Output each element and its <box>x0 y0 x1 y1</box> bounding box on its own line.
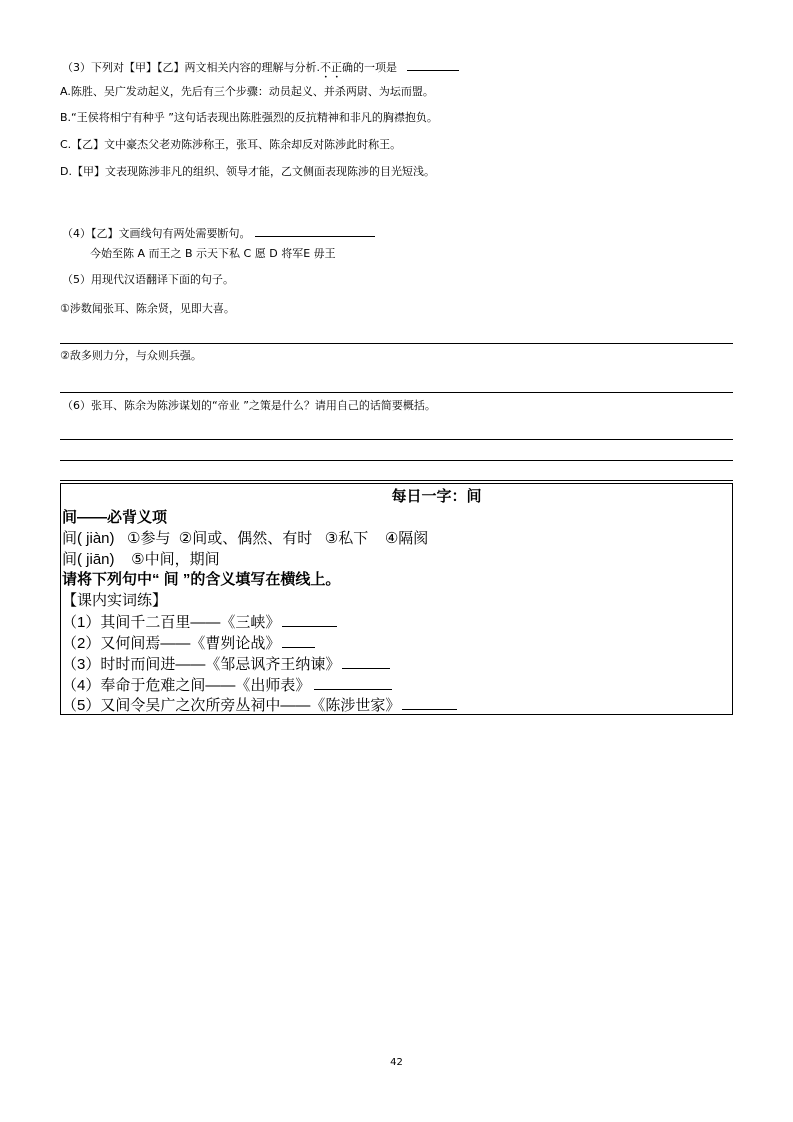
exercise-blank[interactable] <box>314 675 392 690</box>
daily-title: 每日一字：间 <box>391 488 482 505</box>
q3-option-c: C.【乙】文中豪杰父老劝陈涉称王，张耳、陈余却反对陈涉此时称王。 <box>60 138 402 151</box>
daily-subtitle: 间——必背义项 <box>62 509 168 526</box>
meaning-jian4: 间( jiàn) ①参与 ②间或、偶然、有时 ③私下 ④隔阂 <box>62 530 429 547</box>
q4-prompt-text: （4）【乙】文画线句有两处需要断句。 <box>62 227 251 240</box>
q5-answer-line-1[interactable] <box>60 343 733 344</box>
daily-instruction: 请将下列句中“ 间 ”的含义填写在横线上。 <box>62 571 341 588</box>
exercise-blank[interactable] <box>342 654 390 669</box>
q5-answer-line-2[interactable] <box>60 392 733 393</box>
exercise-item-5 <box>62 695 457 716</box>
q3-prompt <box>62 59 459 81</box>
page-number: 42 <box>390 1057 403 1068</box>
q4-sentence: 今始至陈 A 而王之 B 示天下私 C 愿 D 将军E 毋王 <box>90 247 336 260</box>
exercise-item-4 <box>62 675 392 696</box>
exercise-text: （4）奉命于危难之间——《出师表》 <box>62 677 311 694</box>
q6-answer-line-2[interactable] <box>60 460 733 461</box>
q3-prompt-text: （3）下列对【甲】【乙】两文相关内容的理解与分析. <box>62 61 320 74</box>
q5-sentence-1: ①涉数闻张耳、陈余贤，见即大喜。 <box>60 302 235 315</box>
q4-answer-blank[interactable] <box>255 225 375 237</box>
q3-prompt-text-end: 确的一项是 <box>342 61 397 74</box>
exercise-item-3 <box>62 654 390 675</box>
exercise-blank[interactable] <box>402 695 457 710</box>
q3-option-a: A.陈胜、吴广发动起义，先后有三个步骤：动员起义、并杀两尉、为坛而盟。 <box>60 85 434 98</box>
meaning-jian1: 间( jiān) ⑤中间，期间 <box>62 551 220 568</box>
q3-answer-blank[interactable] <box>407 59 459 71</box>
exercise-blank[interactable] <box>282 633 315 648</box>
exercise-text: （2）又何间焉——《曹刿论战》 <box>62 635 281 652</box>
section-label: 【课内实词练】 <box>62 592 168 609</box>
exercise-text: （5）又间令吴广之次所旁丛祠中——《陈涉世家》 <box>62 697 401 714</box>
q3-option-d: D.【甲】文表现陈涉非凡的组织、领导才能，乙文侧面表现陈涉的目光短浅。 <box>60 165 435 178</box>
exercise-item-2 <box>62 633 315 654</box>
q6-prompt: （6）张耳、陈余为陈涉谋划的“帝业 ”之策是什么？请用自己的话简要概括。 <box>62 399 436 412</box>
q5-prompt: （5）用现代汉语翻译下面的句子。 <box>62 273 234 286</box>
q6-answer-line-3[interactable] <box>60 480 733 481</box>
q3-prompt-emphasis: 不正 <box>320 61 342 74</box>
q6-answer-line-1[interactable] <box>60 439 733 440</box>
exercise-item-1 <box>62 612 337 633</box>
q4-prompt <box>62 225 375 241</box>
exercise-blank[interactable] <box>282 612 337 627</box>
daily-character-box <box>60 483 733 715</box>
q5-sentence-2: ②敌多则力分，与众则兵强。 <box>60 349 202 362</box>
exercise-text: （3）时时而间进——《邹忌讽齐王纳谏》 <box>62 656 341 673</box>
exercise-text: （1）其间千二百里——《三峡》 <box>62 614 281 631</box>
q3-option-b: B.“王侯将相宁有种乎 ”这句话表现出陈胜强烈的反抗精神和非凡的胸襟抱负。 <box>60 111 438 124</box>
